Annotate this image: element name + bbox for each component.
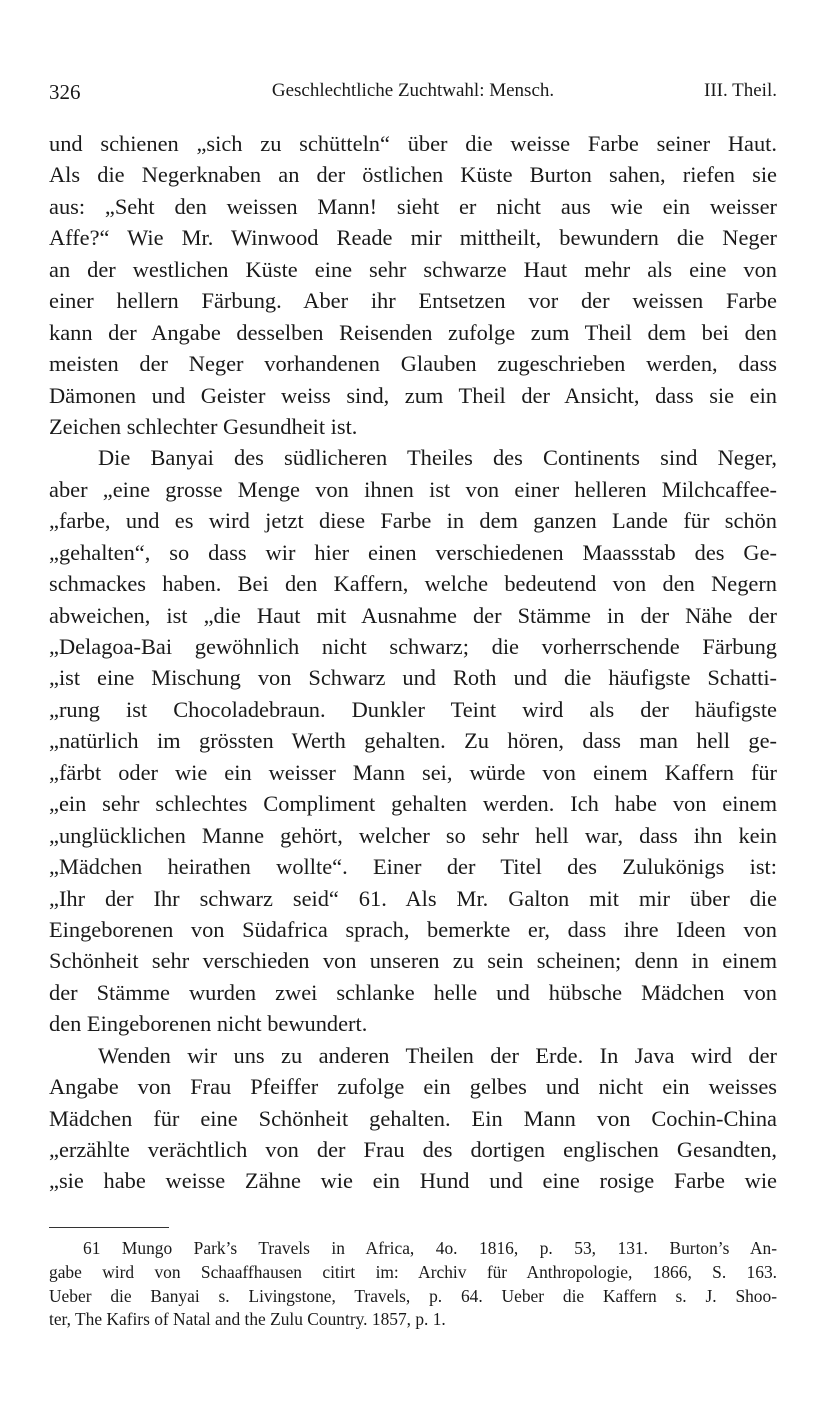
text-line: „unglücklichen Manne gehört, welcher so sehr hell war, dass ihn kein [49,822,777,848]
text-line: „ist eine Mischung von Schwarz und Roth und die häufigste Schatti- [49,665,777,691]
text-line: „ein sehr schlechtes Compliment gehalten werden. Ich habe von einem [49,791,777,817]
footnote-rule [49,1227,169,1228]
part-label: III. Theil. [704,80,777,101]
text-line: Die Banyai des südlicheren Theiles des Continents sind Neger, [98,445,777,471]
text-line: Schönheit sehr verschieden von unseren zu sein scheinen; denn in einem [49,948,777,974]
text-line: aus: „Seht den weissen Mann! sieht er nicht aus wie ein weisser [49,193,777,219]
text-line: „Mädchen heirathen wollte“. Einer der Titel des Zulukönigs ist: [49,854,777,880]
running-title: Geschlechtliche Zuchtwahl: Mensch. [271,80,555,101]
text-line: Zeichen schlechter Gesundheit ist. [49,413,358,439]
text-line: „farbe, und es wird jetzt diese Farbe in dem ganzen Lande für schön [49,508,777,534]
running-header [49,80,777,110]
text-line: „färbt oder wie ein weisser Mann sei, würde von einem Kaffern für [49,759,777,785]
text-line: „Ihr der Ihr schwarz seid“ 61. Als Mr. Galton mit mir über die [49,885,777,911]
text-line: „gehalten“, so dass wir hier einen verschiedenen Maassstab des Ge- [49,539,777,565]
text-line: Eingeborenen von Südafrica sprach, bemerkte er, dass ihre Ideen von [49,916,777,942]
text-line: „Delagoa-Bai gewöhnlich nicht schwarz; die vorherrschende Färbung [49,634,777,659]
text-line: kann der Angabe desselben Reisenden zufolge zum Theil dem bei den [49,319,777,345]
text-line: der Stämme wurden zwei schlanke helle und hübsche Mädchen von [49,979,777,1005]
text-line: einer hellern Färbung. Aber ihr Entsetzen vor der weissen Farbe [49,288,777,314]
footnotes [49,1237,777,1332]
text-line: „sie habe weisse Zähne wie ein Hund und eine rosige Farbe wie [49,1168,777,1194]
page-number: 326 [49,80,81,104]
text-line: meisten der Neger vorhandenen Glauben zugeschrieben werden, dass [49,351,777,377]
footnote-line: gabe wird von Schaaffhausen citirt im: Archiv für Anthropologie, 1866, S. 163. [49,1261,777,1282]
text-line: Angabe von Frau Pfeiffer zufolge ein gelbes und nicht ein weisses [49,1074,777,1100]
text-line: und schienen „sich zu schütteln“ über die weisse Farbe seiner Haut. [49,131,777,156]
footnote-line: 61 Mungo Park’s Travels in Africa, 4o. 1816, p. 53, 131. Burton’s An- [83,1238,777,1258]
text-line: „erzählte verächtlich von der Frau des dortigen englischen Gesandten, [49,1137,777,1162]
text-line: den Eingeborenen nicht bewundert. [49,1011,368,1037]
text-line: „natürlich im grössten Werth gehalten. Zu hören, dass man hell ge- [49,728,777,754]
text-line: Affe?“ Wie Mr. Winwood Reade mir mittheilt, bewundern die Neger [49,225,777,251]
text-line: Dämonen und Geister weiss sind, zum Theil der Ansicht, dass sie ein [49,382,777,408]
footnote-line: ter, The Kafirs of Natal and the Zulu Country. 1857, p. 1. [49,1309,446,1330]
book-page [49,0,777,1407]
text-line: schmackes haben. Bei den Kaffern, welche bedeutend von den Negern [49,571,777,597]
text-line: „rung ist Chocoladebraun. Dunkler Teint wird als der häufigste [49,696,777,722]
text-line: Mädchen für eine Schönheit gehalten. Ein Mann von Cochin-China [49,1105,777,1131]
body-text [49,128,777,1197]
text-line: Als die Negerknaben an der östlichen Küste Burton sahen, riefen sie [49,162,777,188]
text-line: abweichen, ist „die Haut mit Ausnahme der Stämme in der Nähe der [49,602,777,628]
footnote-line: Ueber die Banyai s. Livingstone, Travels, p. 64. Ueber die Kaffern s. J. Shoo- [49,1285,777,1306]
text-line: aber „eine grosse Menge von ihnen ist von einer helleren Milchcaffee- [49,476,777,502]
text-line: Wenden wir uns zu anderen Theilen der Erde. In Java wird der [98,1042,777,1068]
text-line: an der westlichen Küste eine sehr schwarze Haut mehr als eine von [49,256,777,282]
